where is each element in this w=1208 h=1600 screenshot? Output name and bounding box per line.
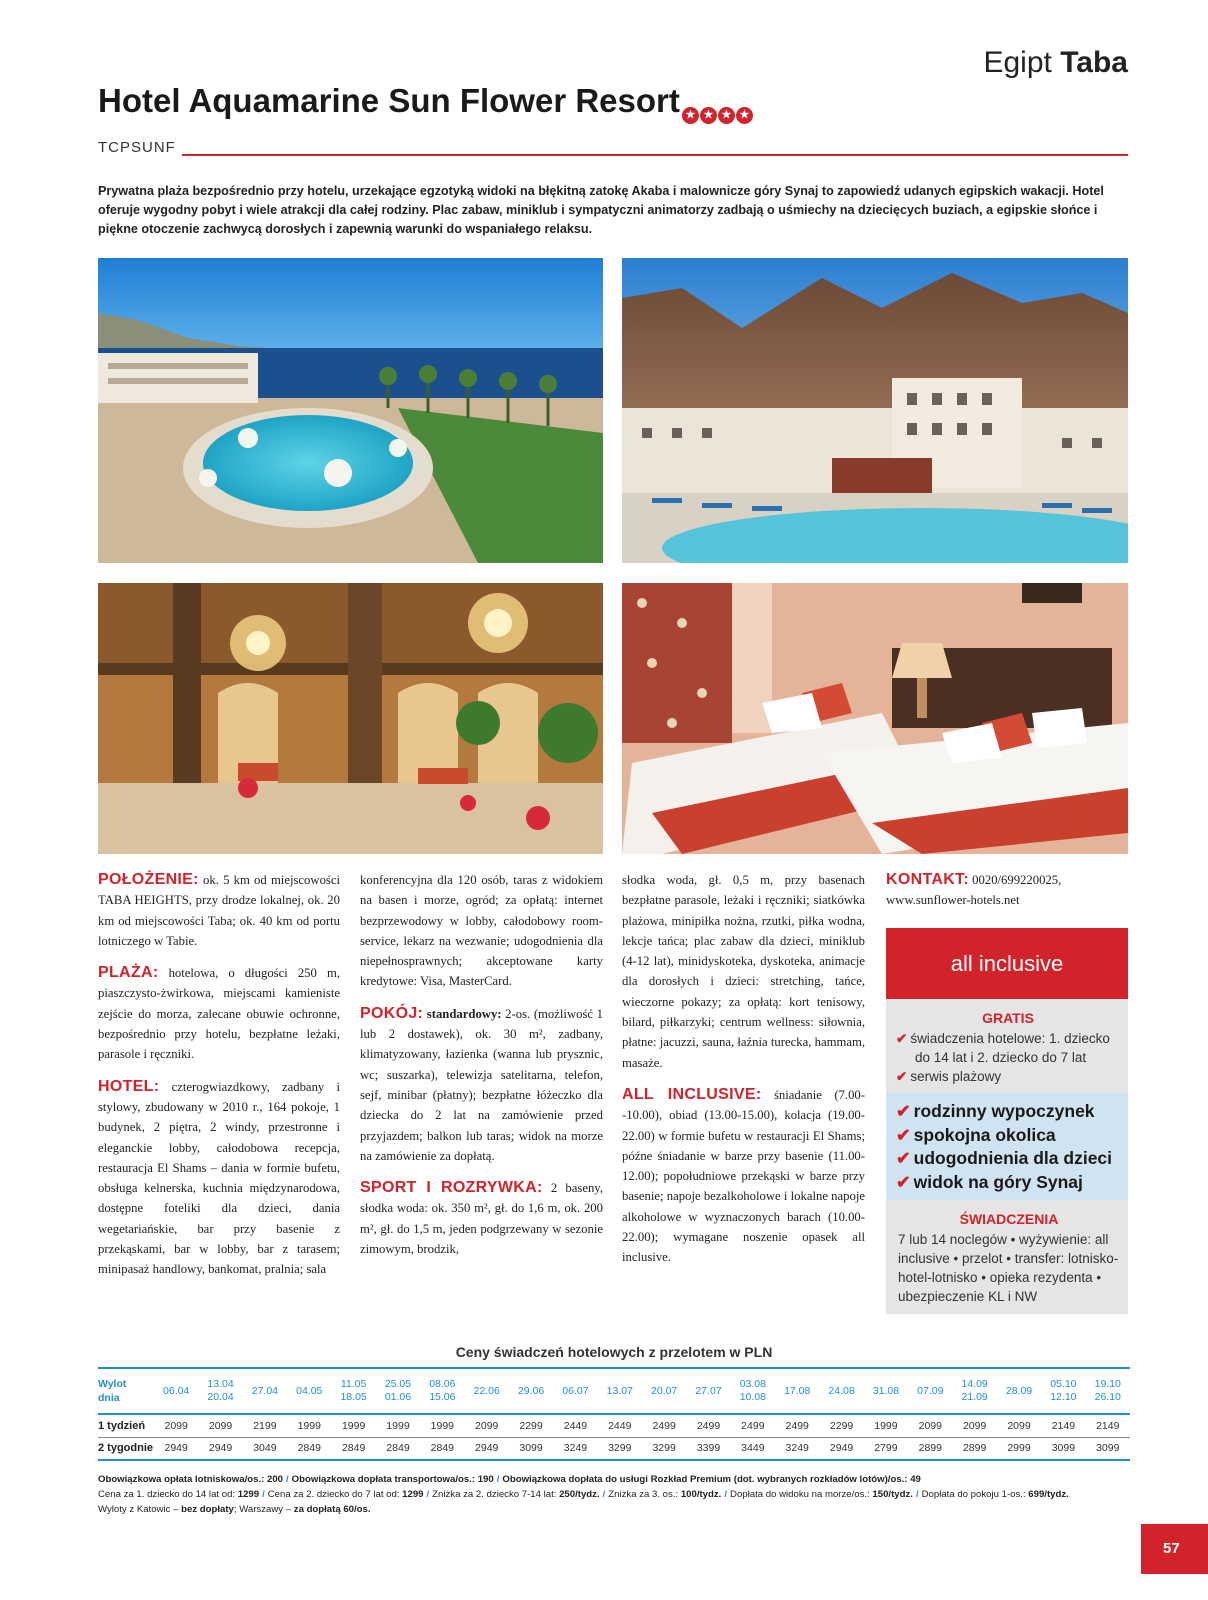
note-value: 49 xyxy=(910,1474,921,1485)
departure-date: 08.06 15.06 xyxy=(429,1378,456,1403)
price-cell: 2149 xyxy=(1096,1419,1120,1432)
photo-room xyxy=(622,583,1128,854)
table-row xyxy=(98,1414,1130,1437)
text-plaza: hotelowa, o długości 250 m, piaszczysto-żwirkowa, miejscami kamieniste zejście do morza, zalecane obuwie ochronne, bezpośrednio przy hotelu, bezpłatne leżaki, parasole i ręczniki. xyxy=(98,966,341,1062)
price-cell: 2949 xyxy=(164,1442,188,1455)
note-value: 1299 xyxy=(402,1489,424,1500)
heading-kontakt: KONTAKT: xyxy=(886,871,969,888)
price-cell: 2499 xyxy=(741,1419,765,1432)
note-separator: / xyxy=(286,1474,289,1485)
departure-date: 05.10 12.10 xyxy=(1050,1378,1077,1403)
notes-departure-b: bez dopłaty xyxy=(181,1504,234,1515)
note-value: 699/tydz. xyxy=(1028,1489,1069,1500)
note-separator: / xyxy=(602,1489,606,1500)
check-icon: ✔ xyxy=(896,1148,911,1168)
price-cell: 2099 xyxy=(208,1419,233,1432)
price-cell: 3099 xyxy=(1051,1442,1076,1455)
price-cell: 2949 xyxy=(829,1442,854,1455)
departure-date: 27.04 xyxy=(251,1384,279,1397)
note-value: 190 xyxy=(477,1474,494,1485)
gratis-item xyxy=(896,1029,1120,1048)
departure-date: 19.10 26.10 xyxy=(1094,1378,1121,1403)
section-polozenie xyxy=(98,870,340,951)
departure-date: 06.04 xyxy=(163,1384,190,1397)
price-cell: 2199 xyxy=(253,1419,277,1432)
departure-date: 13.07 xyxy=(606,1384,633,1397)
table-row xyxy=(98,1437,1130,1460)
departure-date: 03.08 10.08 xyxy=(739,1378,766,1403)
departure-date: 11.05 18.05 xyxy=(340,1378,367,1403)
price-cell: 2899 xyxy=(918,1442,942,1455)
section-hotel-cont xyxy=(360,870,603,992)
star-rating xyxy=(682,88,754,126)
star-icon: ★ xyxy=(736,107,753,124)
row-label: 2 tygodnie xyxy=(98,1442,154,1455)
notes-departure-c: ; Warszawy – xyxy=(233,1504,294,1515)
feature-text: widok na góry Synaj xyxy=(913,1171,1083,1192)
check-icon: ✔ xyxy=(896,1069,908,1084)
price-table-body xyxy=(98,1414,1130,1460)
price-notes xyxy=(98,1472,1138,1517)
feature-text: rodzinny wypoczynek xyxy=(913,1101,1095,1121)
price-cell: 3399 xyxy=(696,1442,721,1455)
heading-plaza: PLAŻA: xyxy=(98,964,159,982)
heading-polozenie: POŁOŻENIE: xyxy=(98,871,199,888)
feature-item xyxy=(896,1171,1120,1195)
check-icon: ✔ xyxy=(896,1031,908,1046)
text-allinclusive: śniadanie (7.00--10.00), obiad (13.00-15.00), kolacja (19.00-22.00) w formie bufetu w restauracji El Shams; późne śniadanie w barze przy basenie (11.00-12.00); popołudniowe przekąski w barze przy basenie; napoje bezalkoholowe i lokalne napoje alkoholowe w wyznaczonych barach (10.00-22.00); wymagane noszenie opasek all inclusive. xyxy=(622,1087,865,1265)
price-cell: 2899 xyxy=(962,1442,987,1455)
departure-date: 13.04 20.04 xyxy=(207,1378,234,1403)
header-label: Wylot dnia xyxy=(98,1378,127,1404)
note-value: 100/tydz. xyxy=(680,1489,722,1500)
photo-lobby xyxy=(98,583,603,854)
price-cell: 3449 xyxy=(741,1442,765,1455)
feature-item xyxy=(896,1124,1120,1148)
photo-hotel-mountains xyxy=(622,258,1128,563)
gratis-item-cont: do 14 lat i 2. dziecko do 7 lat xyxy=(915,1050,1087,1065)
row-label: 1 tydzień xyxy=(98,1419,146,1432)
note-label: Obowiązkowa dopłata do usługi Rozkład Premium (dot. wybranych rozkładów lotów)/os.: xyxy=(502,1474,911,1485)
hotel-code: TCPSUNF xyxy=(98,139,176,156)
text-hotel-part2: konferencyjna dla 120 osób, taras z widokiem na basen i morze, ogród; za opłatą: internet bezprzewodowy w lobby, całodobowy room-service, lekarz na wezwanie; udogodnienia dla niepełnosprawnych; akceptowane karty kredytowe: Visa, MasterCard. xyxy=(360,873,603,989)
region-title xyxy=(983,46,1128,80)
departure-date: 29.06 xyxy=(517,1384,545,1397)
price-cell: 2099 xyxy=(962,1419,987,1432)
notes-departure-a: Wyloty z Katowic – xyxy=(98,1504,182,1515)
contact-phone: 0020/699220025, xyxy=(972,873,1062,887)
price-cell: 3299 xyxy=(652,1442,676,1455)
departure-date: 20.07 xyxy=(650,1384,678,1397)
price-cell: 2999 xyxy=(1007,1442,1031,1455)
price-cell: 2449 xyxy=(608,1419,632,1432)
note-label: Zniżka za 2. dziecko 7-14 lat: xyxy=(432,1489,560,1500)
intro-text: Prywatna plaża bezpośrednio przy hotelu, urzekające egzotyką widoki na błękitną zatokę Akaba i malownicze góry Synaj to zapowiedź udanych egipskich wakacji. Hotel oferuje wygodny pobyt i wiele atrakcji dla całej rodziny. Plac zabaw, miniklub i sympatyczni animatorzy zadbają o uśmiechy na dziecięcych buziach, a egipskie słońce i piękne otoczenie zachwycą dorosłych i zapewnią warunki do wspaniałego relaksu. xyxy=(98,184,1104,236)
price-cell: 2499 xyxy=(696,1419,721,1432)
price-cell: 2099 xyxy=(1007,1419,1031,1432)
column-2 xyxy=(360,870,603,1271)
price-cell: 3299 xyxy=(608,1442,632,1455)
gratis-item-text: serwis plażowy xyxy=(910,1069,1002,1084)
gratis-item xyxy=(896,1067,1120,1086)
section-plaza xyxy=(98,963,340,1064)
feature-item xyxy=(896,1147,1120,1171)
subheading-pokoj: standardowy: xyxy=(426,1006,502,1021)
section-hotel xyxy=(98,1077,340,1280)
departure-date: 07.09 xyxy=(917,1384,944,1397)
departure-date: 14.09 21.09 xyxy=(961,1378,988,1403)
note-separator: / xyxy=(915,1489,919,1500)
price-cell: 3099 xyxy=(519,1442,543,1455)
departure-date: 04.05 xyxy=(296,1384,323,1397)
note-label: Dopłata do pokoju 1-os.: xyxy=(921,1489,1029,1500)
note-separator: / xyxy=(426,1489,430,1500)
star-icon: ★ xyxy=(682,107,699,124)
note-value: 250/tydz. xyxy=(559,1489,600,1500)
notes-line-2 xyxy=(98,1487,1138,1502)
notes-line-1 xyxy=(98,1472,1138,1487)
price-cell: 2299 xyxy=(519,1419,543,1432)
column-1 xyxy=(98,870,340,1292)
heading-hotel: HOTEL: xyxy=(98,1077,160,1095)
departure-date: 24.08 xyxy=(828,1384,855,1397)
price-cell: 2849 xyxy=(341,1442,366,1455)
note-label: Cena za 2. dziecko do 7 lat od: xyxy=(267,1489,403,1500)
section-sport-cont xyxy=(622,870,865,1073)
column-3 xyxy=(622,870,865,1280)
section-pokoj xyxy=(360,1004,603,1166)
title-divider xyxy=(182,154,1128,156)
price-cell: 3249 xyxy=(785,1442,809,1455)
price-cell: 2099 xyxy=(164,1419,188,1432)
price-cell: 2099 xyxy=(918,1419,942,1432)
section-sport xyxy=(360,1178,603,1259)
price-cell: 2449 xyxy=(563,1419,588,1432)
text-hotel-part1: czterogwiazdkowy, zadbany i stylowy, zbudowany w 2010 r., 164 pokoje, 1 budynek, 2 piętra, 2 windy, przestronne i eleganckie lobby, całodobowa recepcja, restauracja El Shams – dania w formie bufetu, obsługa kelnerska, kuchnia międzynarodowa, dostępne foteliki dla dzieci, dania wegetariańskie, bar przy basenie z przekąskami, bar w lobby, bar z tarasem; minipasaż handlowy, bankomat, pralnia; sala xyxy=(98,1079,341,1277)
feature-text: udogodnienia dla dzieci xyxy=(913,1148,1113,1168)
note-label: Obowiązkowa dopłata transportowa/os.: xyxy=(291,1474,478,1485)
notes-line-3 xyxy=(98,1502,1138,1517)
departure-date: 31.08 xyxy=(872,1384,900,1397)
photo-beach-pool xyxy=(98,258,603,563)
contact xyxy=(886,870,1130,911)
country: Egipt xyxy=(983,46,1052,79)
swiadczenia-title: ŚWIADCZENIA xyxy=(959,1211,1059,1227)
heading-pokoj: POKÓJ: xyxy=(360,1004,424,1022)
note-label: Cena za 1. dziecko do 14 lat od: xyxy=(98,1489,238,1500)
check-icon: ✔ xyxy=(896,1124,911,1145)
departure-date: 27.07 xyxy=(695,1384,722,1397)
feature-text: spokojna okolica xyxy=(913,1124,1056,1145)
price-cell: 2799 xyxy=(874,1442,898,1455)
price-cell: 2949 xyxy=(208,1442,233,1455)
page-number: 57 xyxy=(1141,1524,1208,1574)
feature-item xyxy=(896,1100,1120,1124)
price-cell: 3049 xyxy=(253,1442,277,1455)
city: Taba xyxy=(1060,46,1128,79)
price-cell: 2849 xyxy=(430,1442,455,1455)
departure-date: 25.05 01.06 xyxy=(384,1378,412,1403)
text-polozenie: ok. 5 km od miejscowości TABA HEIGHTS, przy drodze lokalnej, ok. 20 km od miejscowości Taba; ok. 40 km od portu lotniczego w Tabie. xyxy=(98,873,341,948)
price-cell: 2499 xyxy=(652,1419,676,1432)
swiadczenia-text: 7 lub 14 noclegów • wyżywienie: all inclusive • przelot • transfer: lotnisko-hotel-lotnisko • opieka rezydenta • ubezpieczenie KL i NW xyxy=(898,1232,1119,1304)
price-cell: 3249 xyxy=(563,1442,588,1455)
text-sport-part2: słodka woda, gł. 0,5 m, przy basenach bezpłatne parasole, leżaki i ręczniki; siatkówka plażowa, minipiłka nożna, rzutki, piłka wodna, lekcje tańca; plac zabaw dla dzieci, miniklub (4-12 lat), minidyskoteka, dyskoteka, animacje dla dorosłych i dzieci: stretching, tańce, wieczorne pokazy; za opłatą: kort tenisowy, bilard, piłkarzyki; centrum wellness: siłownia, płatne: jacuzzi, sauna, łaźnia turecka, hammam, masaże. xyxy=(622,873,865,1070)
departure-date: 17.08 xyxy=(784,1384,811,1397)
text-pokoj: 2-os. (możliwość 1 lub 2 dostawek), ok. 30 m², zadbany, klimatyzowany, łazienka (wanna lub prysznic, wc; suszarka), telewizja satelitarna, telefon, sejf, minibar (płatny); bezpłatne łóżeczko dla dziecka do 2 lat na zamówienie przed przyjazdem; balkon lub taras; widok na morze na zamówienie za dopłatą. xyxy=(360,1006,604,1163)
price-cell: 1999 xyxy=(386,1419,410,1432)
contact-website[interactable]: www.sunflower-hotels.net xyxy=(886,893,1020,908)
features-box xyxy=(886,1093,1128,1200)
note-value: 150/tydz. xyxy=(872,1489,913,1500)
price-cell: 1999 xyxy=(430,1419,455,1432)
price-cell: 2499 xyxy=(785,1419,809,1432)
gratis-box xyxy=(886,999,1128,1093)
note-label: Obowiązkowa opłata lotniskowa/os.: xyxy=(98,1474,267,1485)
note-separator: / xyxy=(262,1489,265,1500)
note-separator: / xyxy=(496,1474,500,1485)
price-cell: 2099 xyxy=(475,1419,499,1432)
price-cell: 2849 xyxy=(297,1442,321,1455)
star-icon: ★ xyxy=(700,107,717,124)
price-cell: 1999 xyxy=(874,1419,898,1432)
hotel-title xyxy=(98,82,754,126)
check-icon: ✔ xyxy=(896,1101,911,1121)
price-table-title: Ceny świadczeń hotelowych z przelotem w PLN xyxy=(455,1344,773,1360)
gratis-item-text: świadczenia hotelowe: 1. dziecko xyxy=(910,1031,1110,1046)
hotel-name: Hotel Aquamarine Sun Flower Resort xyxy=(98,82,680,119)
price-table xyxy=(98,1367,1130,1461)
heading-sport: SPORT I ROZRYWKA: xyxy=(360,1179,543,1197)
price-table-header xyxy=(98,1368,1130,1414)
section-allinclusive xyxy=(622,1085,865,1268)
departure-date: 28.09 xyxy=(1005,1384,1033,1397)
price-cell: 2849 xyxy=(386,1442,410,1455)
star-icon: ★ xyxy=(718,107,735,124)
price-cell: 2299 xyxy=(829,1419,854,1432)
note-value: 1299 xyxy=(237,1489,260,1500)
note-label: Zniżka za 3. os.: xyxy=(608,1489,681,1500)
note-label: Dopłata do widoku na morze/os.: xyxy=(730,1489,873,1500)
price-cell: 2949 xyxy=(475,1442,499,1455)
note-value: 200 xyxy=(266,1474,283,1485)
notes-departure-d: za dopłatą 60/os. xyxy=(293,1504,371,1515)
check-icon: ✔ xyxy=(896,1171,911,1192)
departure-date: 06.07 xyxy=(562,1384,589,1397)
departure-date: 22.06 xyxy=(473,1384,500,1397)
price-cell: 1999 xyxy=(297,1419,321,1432)
swiadczenia-box xyxy=(886,1200,1128,1314)
gratis-title: GRATIS xyxy=(982,1010,1034,1026)
price-cell: 3099 xyxy=(1096,1442,1120,1455)
price-cell: 2149 xyxy=(1051,1419,1076,1432)
all-inclusive-banner: all inclusive xyxy=(886,928,1128,999)
note-separator: / xyxy=(724,1489,728,1500)
price-cell: 1999 xyxy=(341,1419,366,1432)
text-sport-part1: 2 baseny, słodka woda: ok. 350 m², gł. do 1,6 m, ok. 200 m², gł. do 1,5 m, jeden podgrzewany w sezonie zimowym, brodzik, xyxy=(360,1181,603,1257)
heading-allinclusive: ALL INCLUSIVE: xyxy=(622,1085,762,1103)
